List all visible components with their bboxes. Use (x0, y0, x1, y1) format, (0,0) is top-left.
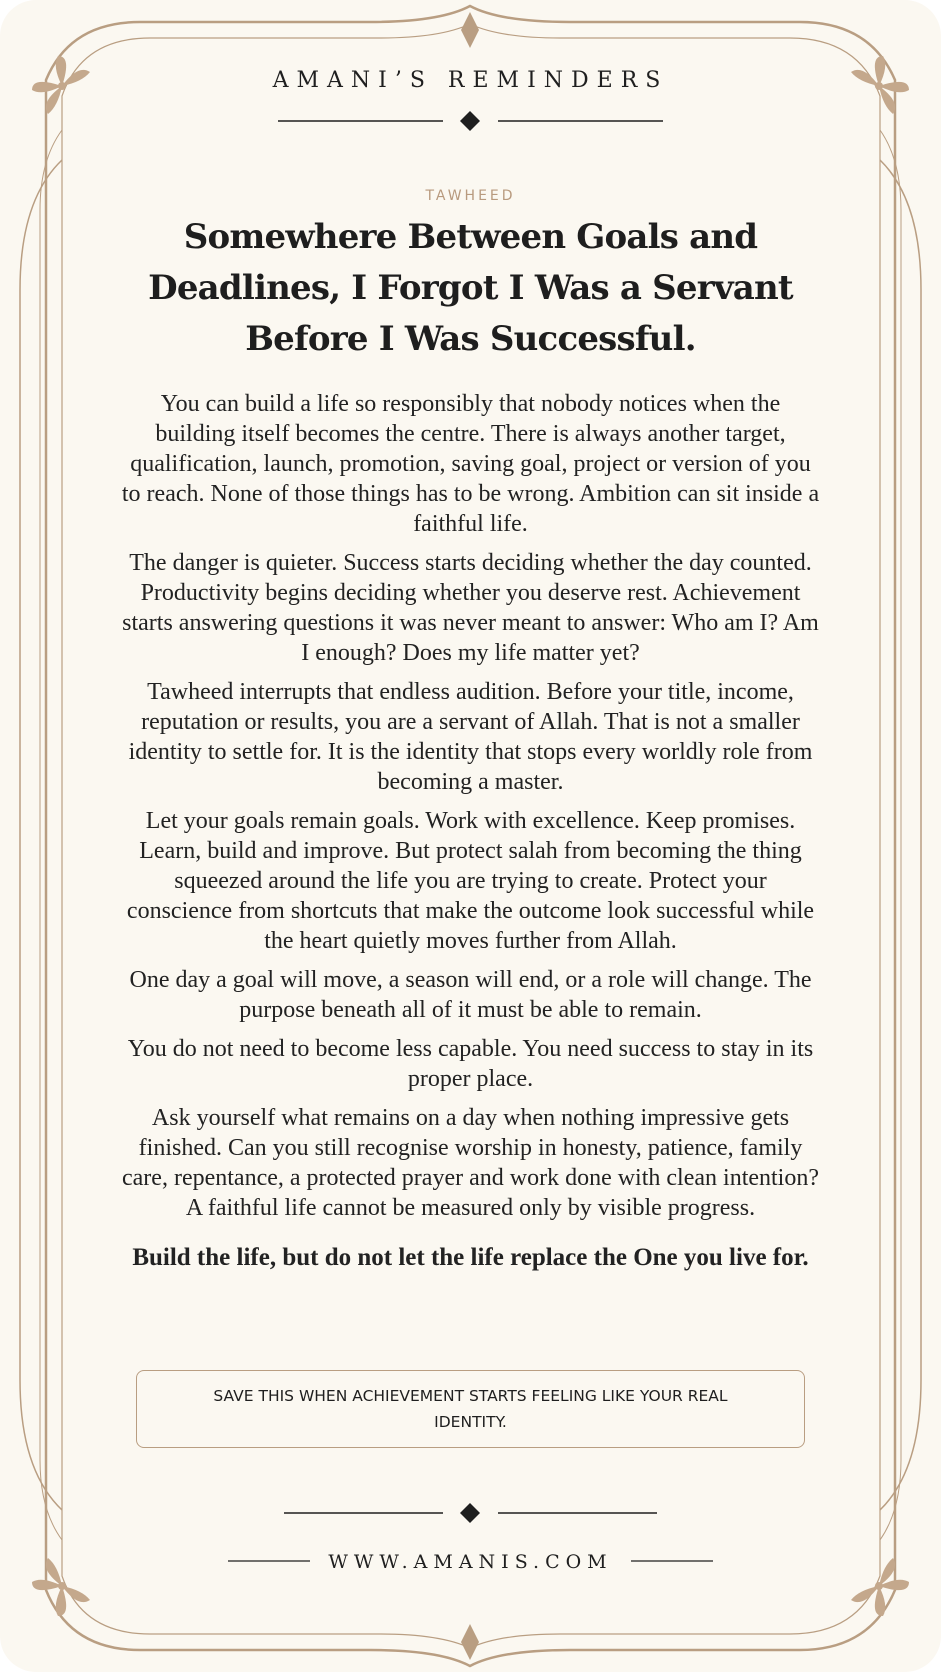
paragraph: The danger is quieter. Success starts deciding whether the day counted. Productivity begins deciding whether you deserve rest. Achievement starts answering questions it was never meant to answer: Who am I? Am I enough? Does my life matter yet? (122, 550, 819, 666)
article-title: Somewhere Between Goals and Deadlines, I Forgot I Was a Servant Before I Was Successful. (148, 217, 793, 359)
paragraph: You do not need to become less capable. You need success to stay in its proper place. (127, 1036, 814, 1092)
save-note-box (136, 1370, 805, 1448)
paragraph: You can build a life so responsibly that nobody notices when the building itself becomes the centre. There is always another target, qualification, launch, promotion, saving goal, project or version of you to reach. None of those things has to be wrong. Ambition can sit inside a faithful life. (121, 391, 820, 537)
closing-statement: Build the life, but do not let the life replace the One you live for. (132, 1244, 809, 1271)
paragraph: Let your goals remain goals. Work with excellence. Keep promises. Learn, build and improve. But protect salah from becoming the thing squeezed around the life you are trying to create. Protect your conscience from shortcuts that make the outcome look successful while the heart quietly moves further from Allah. (126, 808, 815, 954)
paragraph: One day a goal will move, a season will end, or a role will change. The purpose beneath all of it must be able to remain. (129, 967, 812, 1023)
category-label: TAWHEED (425, 188, 516, 204)
website-url: WWW.AMANIS.COM (328, 1551, 613, 1573)
save-note-text: SAVE THIS WHEN ACHIEVEMENT STARTS FEELING LIKE YOUR REAL IDENTITY. (213, 1387, 728, 1431)
article-body (120, 389, 821, 1282)
paragraph: Ask yourself what remains on a day when nothing impressive gets finished. Can you still recognise worship in honesty, patience, family care, repentance, a protected prayer and work done with clean intention? A faithful life cannot be measured only by visible progress. (122, 1105, 819, 1221)
paragraph: Tawheed interrupts that endless audition. Before your title, income, reputation or results, you are a servant of Allah. That is not a smaller identity to settle for. It is the identity that stops every worldly role from becoming a master. (128, 679, 813, 795)
brand-title: AMANI’S REMINDERS (272, 68, 669, 93)
